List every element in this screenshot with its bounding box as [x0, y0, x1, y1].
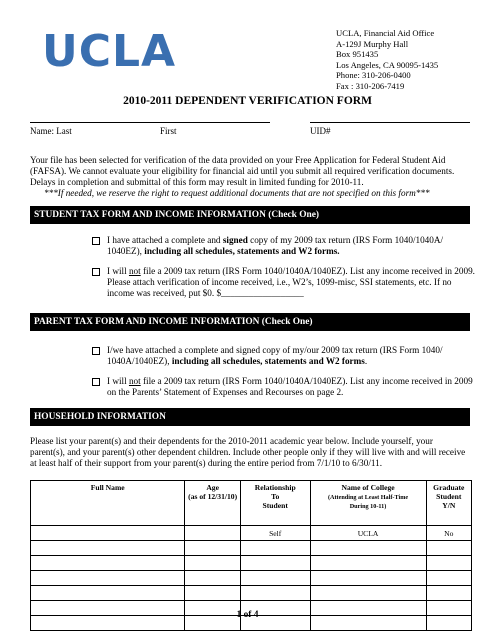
household-section-header: HOUSEHOLD INFORMATION: [30, 408, 470, 426]
col-label: Graduate: [433, 483, 465, 492]
col-label: Full Name: [90, 483, 125, 492]
parent-section-header: PARENT TAX FORM AND INCOME INFORMATION (Check One): [30, 313, 470, 331]
table-cell[interactable]: [426, 586, 471, 601]
col-label: Name of College: [341, 483, 395, 492]
text-part: including all schedules, statements and W2 forms: [171, 356, 365, 366]
table-cell: No: [426, 526, 471, 541]
table-row[interactable]: [31, 556, 472, 571]
office-address: [336, 28, 438, 92]
text-part: not: [128, 266, 141, 276]
text-part: .: [364, 356, 368, 366]
table-cell[interactable]: [310, 586, 426, 601]
office-line: Los Angeles, CA 90095-1435: [336, 59, 439, 70]
intro-note: ***If needed, we reserve the right to request additional documents that are not specified on this form***: [44, 188, 430, 198]
table-cell: Self: [240, 526, 310, 541]
table-cell[interactable]: [185, 526, 241, 541]
uid-label: UID#: [310, 126, 331, 136]
table-cell[interactable]: [426, 571, 471, 586]
student-option1-text: [107, 235, 477, 257]
table-cell[interactable]: [185, 571, 241, 586]
office-line: Fax : 310-206-7419: [336, 80, 405, 91]
text-part: copy of my 2009 tax return (IRS Form 1040/1040A/ 1040EZ),: [107, 235, 444, 256]
table-cell[interactable]: [31, 571, 185, 586]
col-label: (Attending at Least Half-Time: [327, 494, 409, 501]
student-section-header: STUDENT TAX FORM AND INCOME INFORMATION (Check One): [30, 206, 470, 224]
form-title: 2010-2011 DEPENDENT VERIFICATION FORM: [123, 95, 372, 107]
col-full-name: [31, 481, 185, 526]
col-graduate: [426, 481, 471, 526]
col-age: [185, 481, 241, 526]
table-cell[interactable]: [31, 586, 185, 601]
table-cell[interactable]: [310, 541, 426, 556]
first-name-label: First: [160, 126, 177, 136]
table-cell[interactable]: [185, 556, 241, 571]
parent-option1-text: [107, 345, 477, 367]
student-option2-checkbox[interactable]: [92, 268, 100, 276]
col-label: (as of 12/31/10): [188, 492, 238, 501]
table-cell[interactable]: [426, 556, 471, 571]
col-label: Age: [206, 483, 219, 492]
intro-text: [30, 155, 470, 199]
office-line: A-129J Murphy Hall: [336, 38, 409, 49]
table-cell: UCLA: [310, 526, 426, 541]
table-header-row: [31, 481, 472, 526]
col-label: Relationship: [254, 483, 296, 492]
ucla-logo: UCLA: [42, 26, 177, 77]
text-part: I have attached a complete and: [107, 235, 223, 245]
col-relationship: [240, 481, 310, 526]
col-label: To: [271, 492, 280, 501]
table-row[interactable]: [31, 571, 472, 586]
text-part: I will: [107, 266, 129, 276]
table-cell[interactable]: [31, 556, 185, 571]
student-option2-text: [107, 266, 477, 299]
col-college: [310, 481, 426, 526]
col-label: Student: [262, 501, 288, 510]
intro-line: Your file has been selected for verification of the data provided on your Free Application for Federal Student Aid (FAFSA). We cannot evaluate your eligibility for financial aid until you submit all required verification documents. Delays in completion and submittal of this form may result in limited funding for 2010-11.: [30, 155, 455, 187]
parent-option2-checkbox[interactable]: [92, 378, 100, 386]
table-cell[interactable]: [31, 541, 185, 556]
office-line: UCLA, Financial Aid Office: [336, 28, 435, 38]
table-cell[interactable]: [240, 586, 310, 601]
col-label: Student: [436, 492, 462, 501]
text-part: I will: [107, 376, 129, 386]
parent-option2-text: [107, 376, 477, 398]
last-name-label: Name: Last: [30, 126, 72, 136]
text-part: not: [128, 376, 141, 386]
office-line: Phone: 310-206-0400: [336, 70, 411, 81]
parent-option1-checkbox[interactable]: [92, 347, 100, 355]
table-cell[interactable]: [310, 571, 426, 586]
page-number: 1 of 4: [236, 610, 259, 620]
col-label: Y/N: [442, 501, 456, 510]
table-cell[interactable]: [185, 586, 241, 601]
text-part: I/we have attached a complete and signed copy of my/our 2009 tax return (IRS Form 1040/ 1040A/1040EZ),: [107, 345, 443, 366]
household-table: [30, 480, 472, 631]
text-part: including all schedules, statements and W2 forms.: [144, 246, 340, 256]
table-cell[interactable]: [185, 541, 241, 556]
table-cell[interactable]: [31, 526, 185, 541]
table-cell[interactable]: [240, 556, 310, 571]
table-row[interactable]: [31, 526, 472, 541]
table-row[interactable]: [31, 541, 472, 556]
col-label: During 10-11): [349, 503, 387, 510]
table-row[interactable]: [31, 586, 472, 601]
text-part: file a 2009 tax return (IRS Form 1040/1040A/1040EZ). List any income received in 2009. Please attach verification of income received, i.e., W2’s, 1099-misc, SSI statements, etc. If no income was received, put $0. $__________________: [107, 266, 475, 298]
name-field-line[interactable]: [30, 122, 270, 123]
table-cell[interactable]: [426, 541, 471, 556]
uid-field-line[interactable]: [310, 122, 470, 123]
table-cell[interactable]: [310, 556, 426, 571]
table-cell[interactable]: [240, 541, 310, 556]
household-instructions: Please list your parent(s) and their dependents for the 2010-2011 academic year below. Include yourself, your parent(s), and your parent(s) other dependent children. Include other people only if they will live with and will receive at least half of their support from your parent(s) during the entire period from 7/1/10 to 6/30/11.: [30, 436, 466, 468]
text-part: file a 2009 tax return (IRS Form 1040/1040A/1040EZ). List any income received in 2009 on the Parents’ Statement of Expenses and Recourses on page 2.: [107, 376, 473, 397]
office-line: Box 951435: [336, 49, 379, 60]
text-part: signed: [222, 235, 248, 245]
table-cell[interactable]: [240, 571, 310, 586]
student-option1-checkbox[interactable]: [92, 237, 100, 245]
